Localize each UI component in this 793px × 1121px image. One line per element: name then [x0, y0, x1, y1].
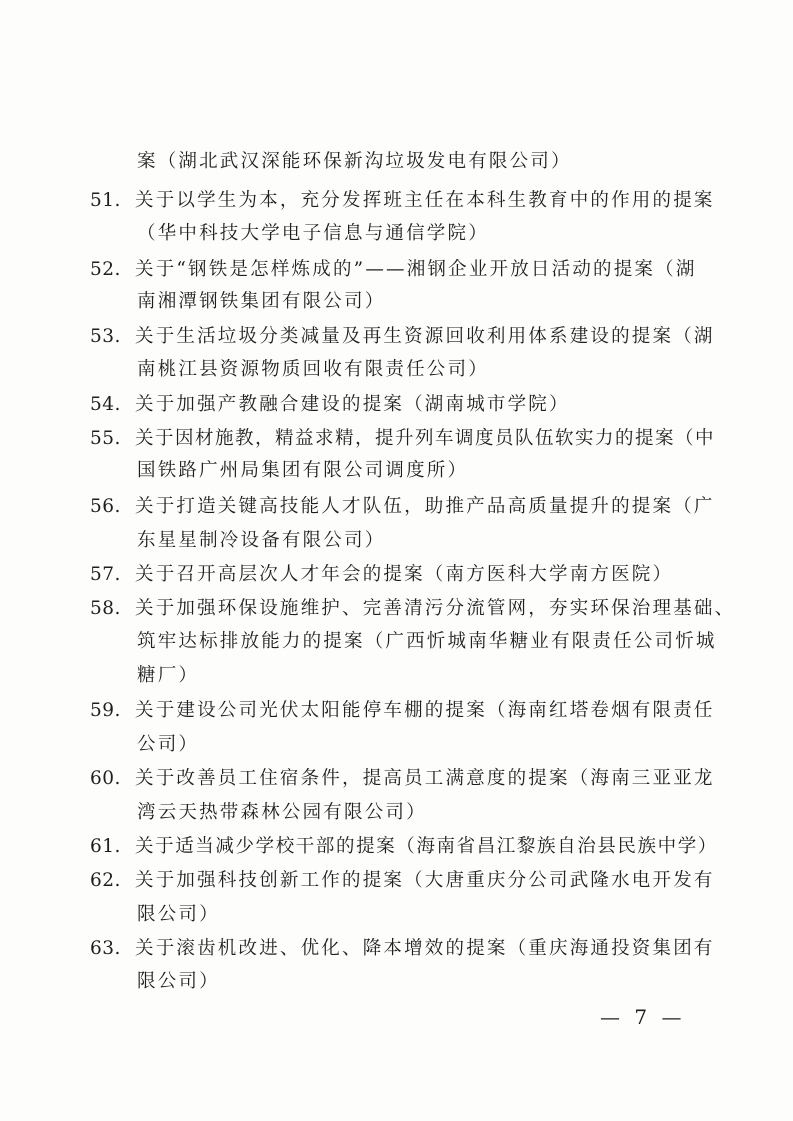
proposal-title: 关于改善员工住宿条件，提高员工满意度的提案（海南三亚亚龙: [135, 768, 715, 789]
proposal-title: 关于加强科技创新工作的提案（大唐重庆分公司武隆水电开发有: [135, 870, 715, 891]
proposal-title: 关于打造关键高技能人才队伍，助推产品高质量提升的提案（广: [135, 496, 715, 517]
proposal-59-line2: 公司）: [137, 734, 200, 755]
proposal-number: 51.: [90, 190, 121, 211]
proposal-53-line2: 南桃江县资源物质回收有限责任公司）: [137, 359, 489, 380]
proposal-title: 关于以学生为本，充分发挥班主任在本科生教育中的作用的提案: [135, 190, 715, 211]
proposal-title: 关于加强产教融合建设的提案（湖南城市学院）: [135, 394, 570, 415]
proposal-number: 62.: [90, 870, 121, 891]
proposal-title: 关于生活垃圾分类减量及再生资源回收利用体系建设的提案（湖: [135, 326, 715, 347]
proposal-title: 关于适当减少学校干部的提案（海南省昌江黎族自治县民族中学）: [135, 836, 718, 857]
proposal-number: 53.: [90, 326, 121, 347]
proposal-58-line2: 筑牢达标排放能力的提案（广西忻城南华糖业有限责任公司忻城: [137, 631, 717, 652]
proposal-53-line1: [90, 325, 715, 349]
proposal-54-line1: [90, 393, 570, 417]
proposal-51-line2: （华中科技大学电子信息与通信学院）: [137, 223, 489, 244]
proposal-title: 关于“钢铁是怎样炼成的”——湘钢企业开放日活动的提案（湖: [135, 259, 697, 280]
proposal-number: 56.: [90, 496, 121, 517]
page-number: — 7 —: [600, 1005, 686, 1029]
proposal-61-line1: [90, 835, 718, 859]
proposal-number: 52.: [90, 259, 121, 280]
proposal-60-line1: [90, 767, 715, 791]
proposal-number: 61.: [90, 836, 121, 857]
proposal-51-line1: [90, 189, 715, 213]
proposal-number: 54.: [90, 394, 121, 415]
proposal-58-line1: [90, 597, 735, 621]
proposal-number: 63.: [90, 938, 121, 959]
proposal-62-line1: [90, 869, 715, 893]
proposal-number: 55.: [90, 428, 121, 449]
proposal-title: 关于建设公司光伏太阳能停车棚的提案（海南红塔卷烟有限责任: [135, 700, 715, 721]
proposal-55-line2: 国铁路广州局集团有限公司调度所）: [137, 460, 469, 481]
proposal-number: 59.: [90, 700, 121, 721]
proposal-63-line1: [90, 937, 715, 961]
proposal-58-line3: 糖厂）: [137, 665, 200, 686]
proposal-55-line1: [90, 427, 715, 451]
proposal-number: 57.: [90, 564, 121, 585]
proposal-title: 关于滚齿机改进、优化、降本增效的提案（重庆海通投资集团有: [135, 938, 715, 959]
proposal-title: 关于因材施教，精益求精，提升列车调度员队伍软实力的提案（中: [135, 428, 716, 449]
proposal-50-continuation: 案（湖北武汉深能环保新沟垃圾发电有限公司）: [137, 151, 572, 172]
proposal-number: 58.: [90, 598, 121, 619]
proposal-56-line1: [90, 495, 715, 519]
proposal-52-line2: 南湘潭钢铁集团有限公司）: [137, 291, 386, 312]
proposal-59-line1: [90, 699, 715, 723]
proposal-60-line2: 湾云天热带森林公园有限公司）: [137, 802, 427, 823]
proposal-title: 关于召开高层次人才年会的提案（南方医科大学南方医院）: [135, 564, 674, 585]
proposal-57-line1: [90, 563, 673, 587]
proposal-title: 关于加强环保设施维护、完善清污分流管网，夯实环保治理基础、: [135, 598, 736, 619]
proposal-52-line1: [90, 258, 697, 282]
proposal-number: 60.: [90, 768, 121, 789]
proposal-62-line2: 限公司）: [137, 904, 220, 925]
proposal-63-line2: 限公司）: [137, 971, 220, 992]
proposal-56-line2: 东星星制冷设备有限公司）: [137, 530, 386, 551]
